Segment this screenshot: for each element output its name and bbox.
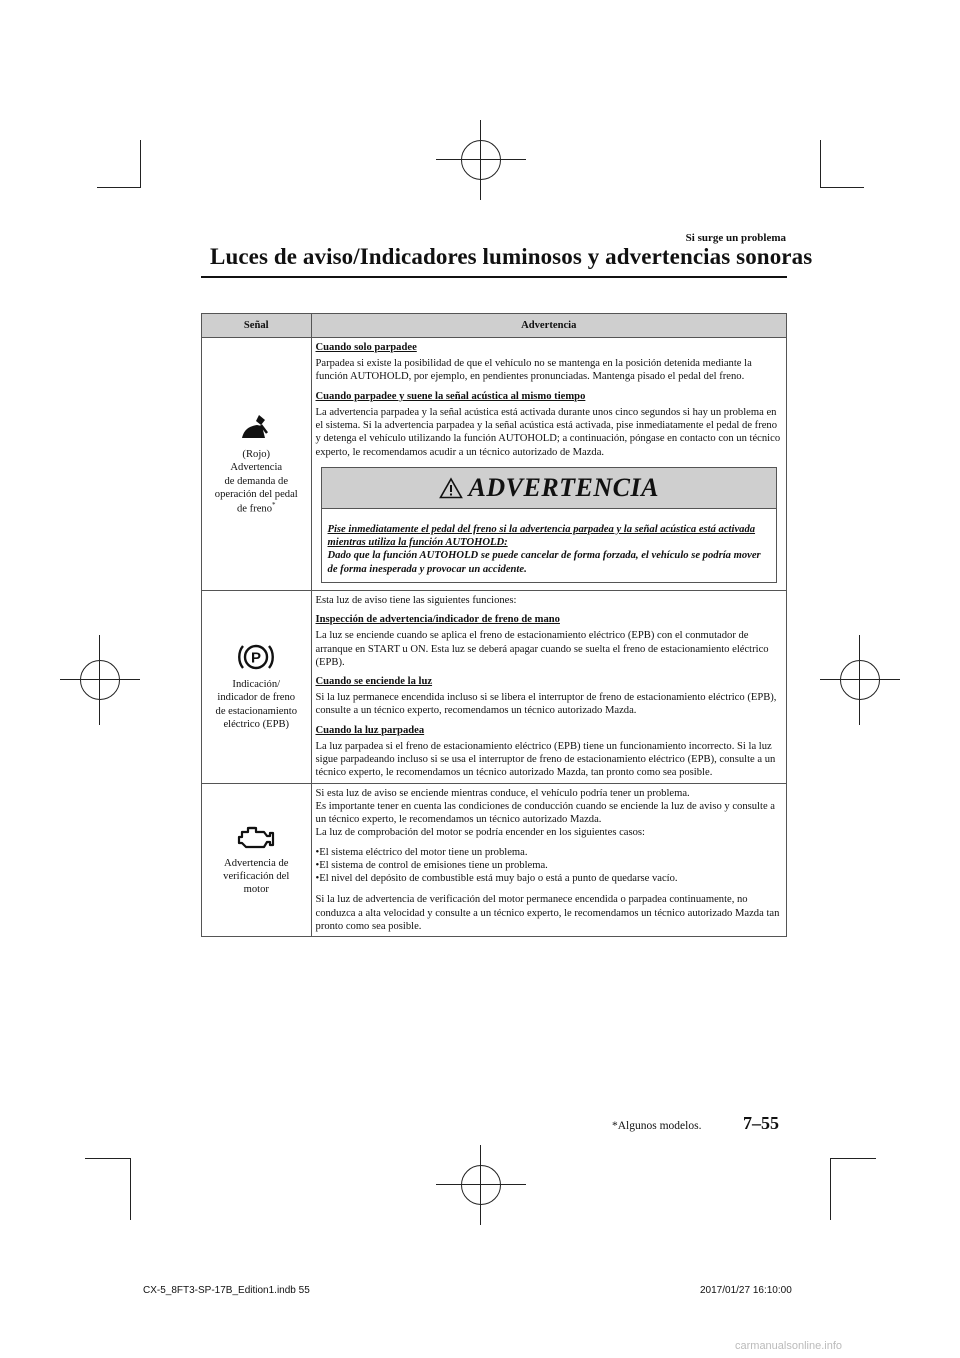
warning-box-body — [322, 509, 776, 582]
signal-label: Indicación/ indicador de freno de estacionamiento eléctrico (EPB) — [215, 679, 297, 730]
column-header-signal: Señal — [202, 314, 312, 338]
subheading: Cuando solo parpadee — [315, 342, 417, 353]
parking-brake-p-icon — [236, 642, 276, 672]
table-row — [202, 590, 787, 783]
paragraph: Si la luz de advertencia de verificación del motor permanece encendida o parpadea continuamente, no conduzca a alta velocidad y consulte a un técnico experto, le recomendamos un técnico autorizado Mazda tan pronto como sea posible. — [315, 894, 780, 932]
signal-label: Advertencia de verificación del motor — [223, 857, 290, 896]
warning-lead: Pise inmediatamente el pedal del freno si la advertencia parpadea y la señal acústica está activada mientras utiliza la función AUTOHOLD: — [327, 523, 756, 549]
warning-cell — [311, 338, 786, 591]
list-item: •El nivel del depósito de combustible está muy bajo o está a punto de quedarse vacío. — [315, 873, 678, 885]
paragraph: Si esta luz de aviso se enciende mientras conduce, el vehículo podría tener un problema. Es importante tener en cuenta las condiciones de conducción cuando se enciende la luz de aviso y consulte a un técnico experto, le recomendamos un técnico autorizado Mazda. La luz de comprobación del motor se podría encender en los siguientes casos: — [315, 787, 775, 839]
footnote: *Algunos modelos. — [612, 1120, 702, 1132]
section-heading: Si surge un problema — [685, 232, 786, 244]
paragraph: Esta luz de aviso tiene las siguientes funciones: — [315, 594, 517, 606]
subheading: Cuando se enciende la luz — [315, 675, 433, 687]
paragraph: Parpadea si existe la posibilidad de que el vehículo no se mantenga en la posición detenida mediante la función AUTOHOLD, por ejemplo, en pendientes pronunciadas. Mantenga pisado el pedal del freno. — [315, 358, 752, 383]
signal-cell — [202, 338, 312, 591]
warning-lights-table — [201, 313, 787, 937]
signal-label: (Rojo) Advertencia de demanda de operación del pedal de freno* — [214, 449, 298, 515]
signal-cell — [202, 783, 312, 936]
page-number: 7–55 — [743, 1113, 779, 1133]
list-item: •El sistema eléctrico del motor tiene un problema. — [315, 846, 528, 858]
paragraph: La advertencia parpadea y la señal acústica está activada durante unos cinco segundos si hay un problema en el sistema. Si la advertencia parpadea y la señal acústica está activada, pise inmediatamente el pedal de freno y detenga el vehículo utilizando la función AUTOHOLD; a continuación, póngase en contacto con un técnico experto, le recomendamos acudir a un técnico autorizado de Mazda. — [315, 406, 781, 458]
watermark: carmanualsonline.info — [735, 1340, 843, 1352]
subheading: Cuando la luz parpadea — [315, 724, 425, 736]
warning-box-header — [322, 468, 776, 509]
print-timestamp: 2017/01/27 16:10:00 — [700, 1285, 792, 1296]
warning-triangle-icon — [439, 477, 463, 499]
paragraph: La luz parpadea si el freno de estacionamiento eléctrico (EPB) tiene un funcionamiento incorrecto. Si la luz sigue parpadeando incluso si se usa el interruptor de freno de estacionamiento eléctrico (EPB), consulte a un técnico experto, le recomendamos un técnico autorizado Mazda, tan pronto como sea posible. — [315, 740, 776, 779]
table-row — [202, 783, 787, 936]
table-header-row — [202, 314, 787, 338]
brake-pedal-warning-icon — [239, 412, 273, 442]
warning-box — [321, 467, 777, 583]
warning-cell — [311, 783, 786, 936]
paragraph: La luz se enciende cuando se aplica el freno de estacionamiento eléctrico (EPB) con el conmutador de arranque en START u ON. Esta luz se deberá apagar cuando se suelta el freno de estacionamiento eléctrico (EPB). — [315, 630, 769, 668]
page-title: Luces de aviso/Indicadores luminosos y advertencias sonoras — [210, 244, 813, 269]
title-rule — [201, 276, 787, 278]
print-file-name: CX-5_8FT3-SP-17B_Edition1.indb 55 — [143, 1285, 310, 1296]
warning-cell — [311, 590, 786, 783]
subheading: Cuando parpadee y suene la señal acústica al mismo tiempo — [315, 390, 586, 402]
signal-cell — [202, 590, 312, 783]
warning-text: Dado que la función AUTOHOLD se puede cancelar de forma forzada, el vehículo se podría mover de forma inesperada y provocar un accidente. — [327, 550, 761, 575]
subheading: Inspección de advertencia/indicador de freno de mano — [315, 614, 560, 626]
warning-box-title: ADVERTENCIA — [468, 472, 659, 502]
table-row — [202, 338, 787, 591]
svg-text:P: P — [251, 649, 262, 667]
paragraph: Si la luz permanece encendida incluso si se libera el interruptor de freno de estacionamiento eléctrico (EPB), consulte a un técnico experto, recomendamos un técnico autorizado Mazda. — [315, 692, 777, 717]
column-header-warning: Advertencia — [311, 314, 786, 338]
check-engine-icon — [234, 823, 278, 851]
bullet-list — [316, 846, 782, 886]
list-item: •El sistema de control de emisiones tiene un problema. — [315, 859, 548, 871]
